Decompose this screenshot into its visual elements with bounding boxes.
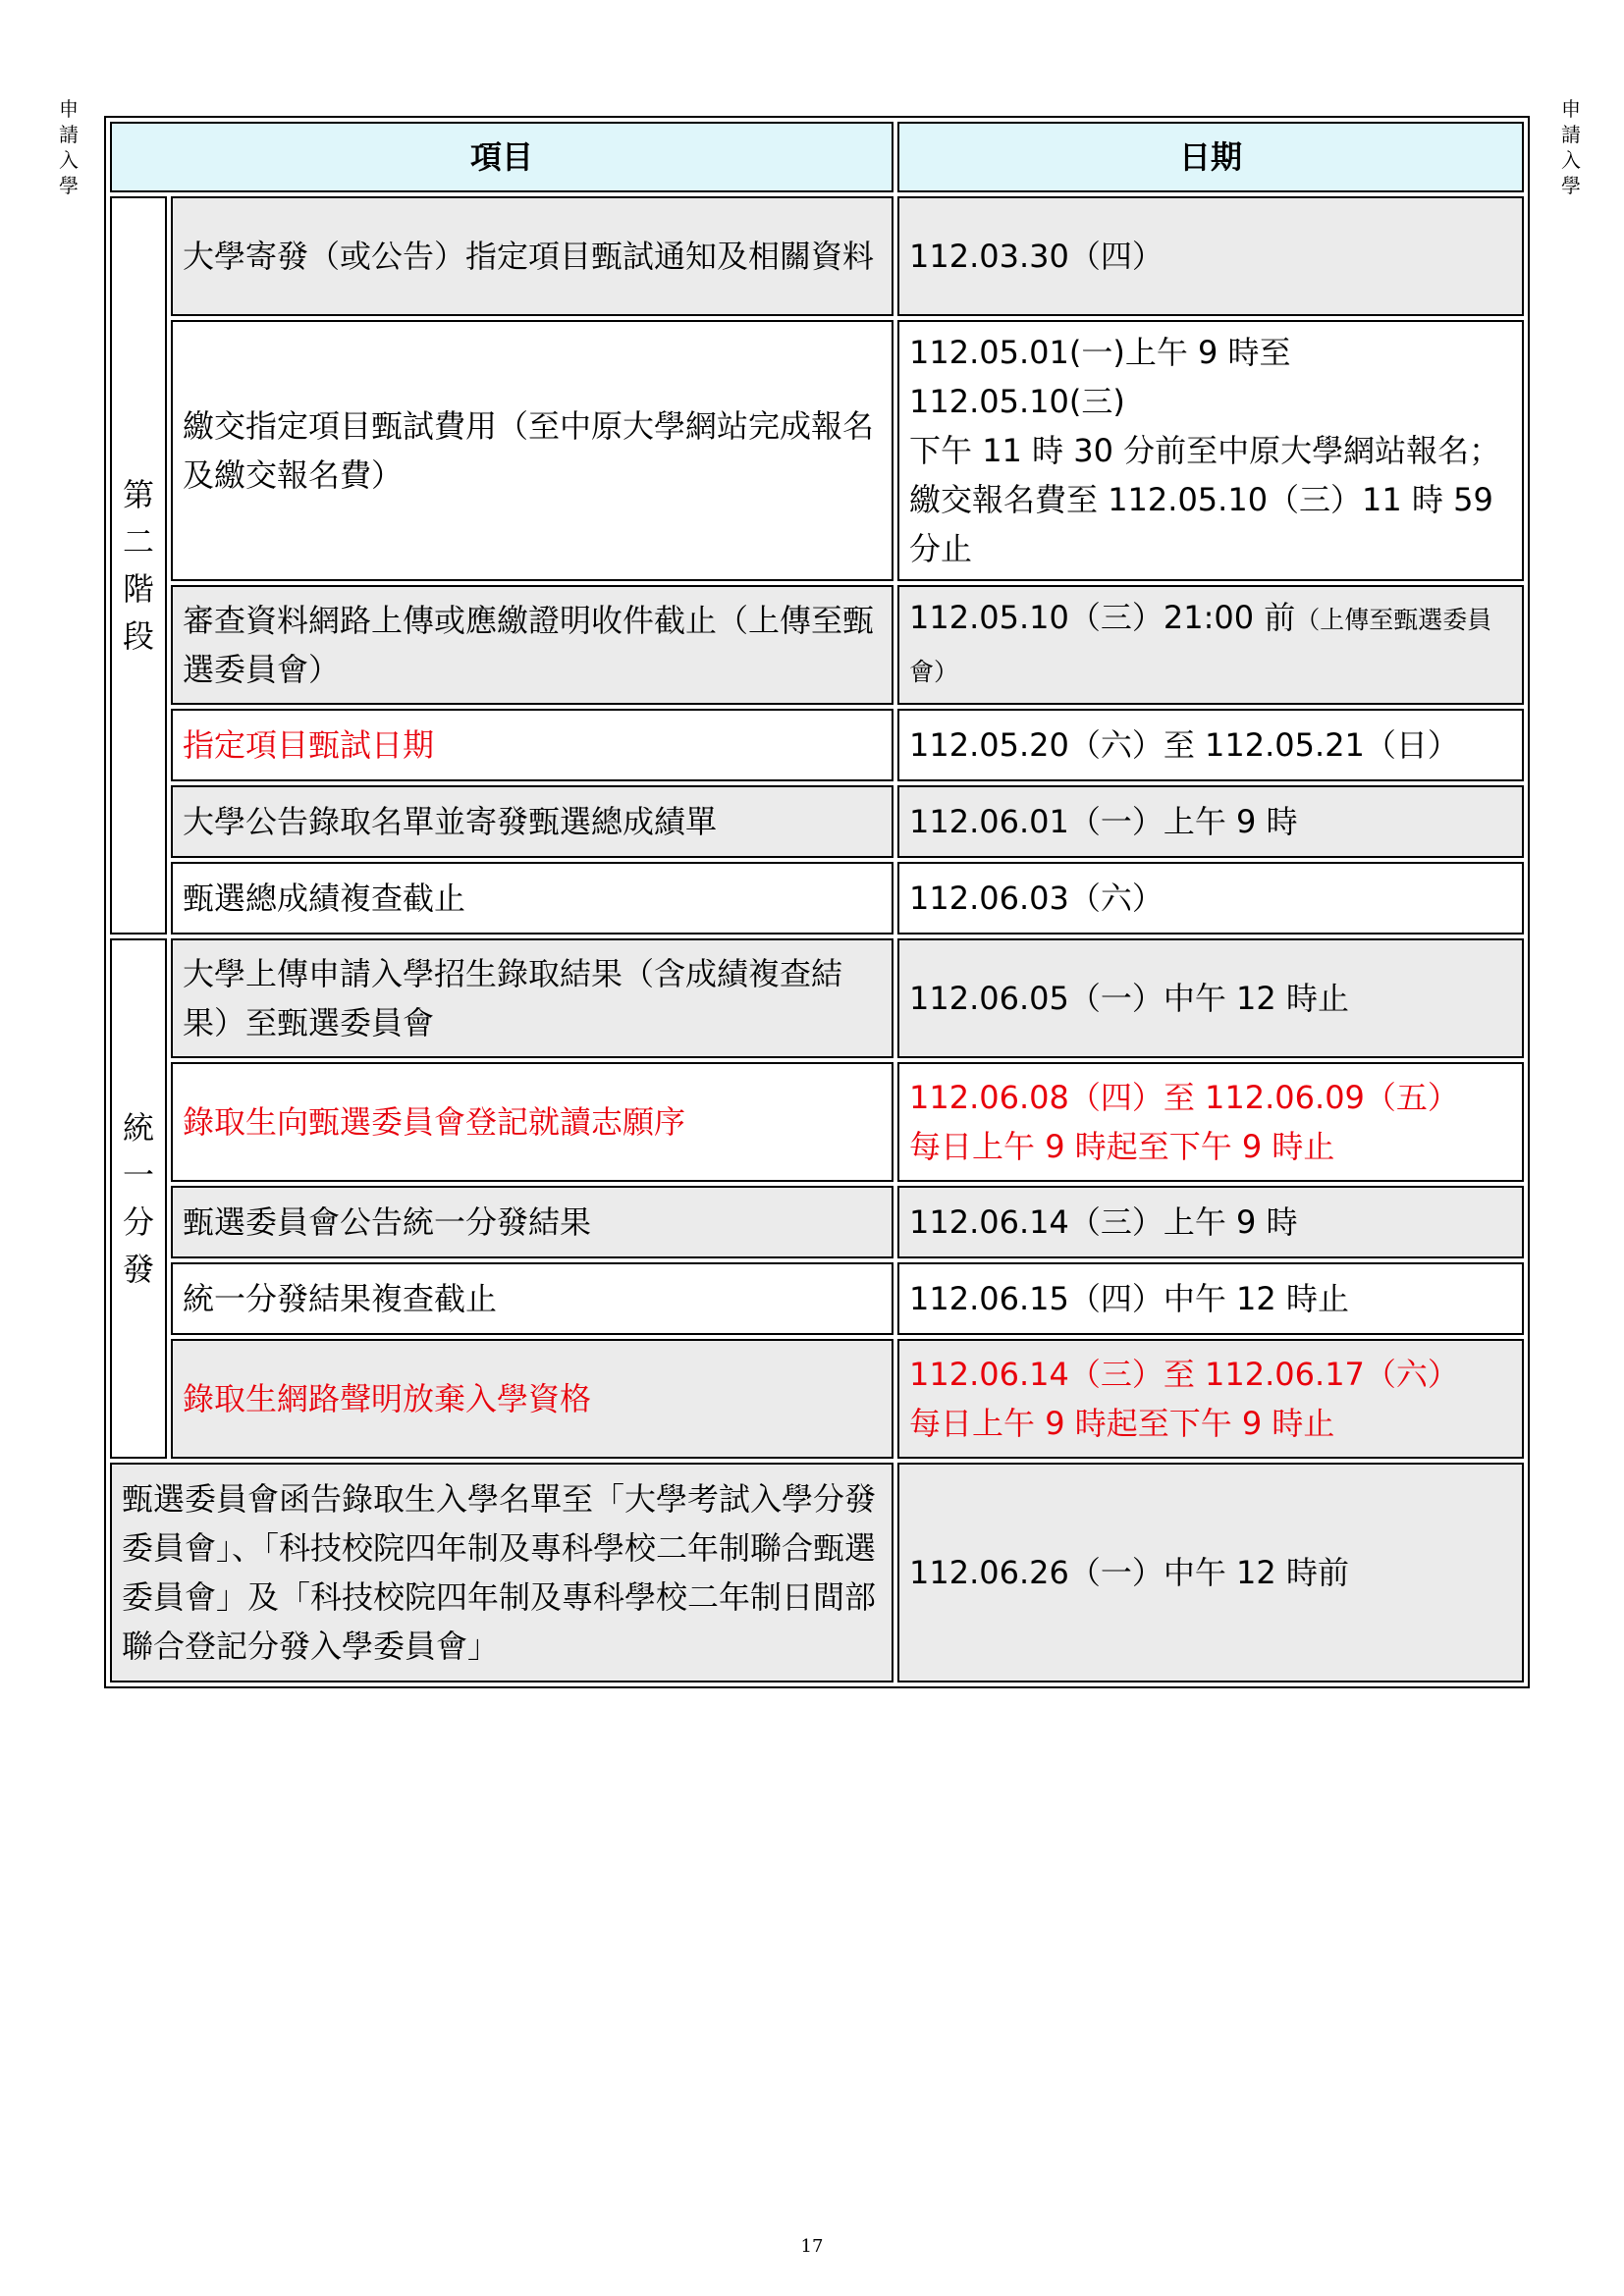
side-label-right: 申 請 入 學 [1561,97,1581,197]
date-cell: 112.06.08（四）至 112.06.09（五） 每日上午 9 時起至下午 9 時止 [897,1062,1524,1182]
date-cell: 112.06.14（三）至 112.06.17（六） 每日上午 9 時起至下午 9 時止 [897,1339,1524,1459]
table-header-row [110,122,1524,192]
table-row [110,1262,1524,1335]
page-number: 17 [800,2236,824,2257]
table-row [110,1186,1524,1258]
table-row [110,585,1524,705]
item-cell: 甄選委員會函告錄取生入學名單至「大學考試入學分發委員會」、「科技校院四年制及專科學校二年制聯合甄選委員會」及「科技校院四年制及專科學校二年制日間部聯合登記分發入學委員會」 [110,1463,893,1682]
date-cell: 112.06.15（四）中午 12 時止 [897,1262,1524,1335]
item-cell: 大學寄發（或公告）指定項目甄試通知及相關資料 [171,196,893,316]
date-cell: 112.03.30（四） [897,196,1524,316]
phase-stage2-label: 第 二 階 段 [110,196,167,934]
table-row [110,196,1524,316]
date-cell: 112.06.26（一）中午 12 時前 [897,1463,1524,1682]
schedule-table [104,116,1530,1688]
item-cell: 審查資料網路上傳或應繳證明收件截止（上傳至甄選委員會） [171,585,893,705]
date-cell: 112.05.10（三）21:00 前（上傳至甄選委員會） [897,585,1524,705]
table-row [110,785,1524,858]
phase-distribution-label: 統 一 分 發 [110,938,167,1459]
table-row [110,709,1524,781]
date-cell: 112.06.14（三）上午 9 時 [897,1186,1524,1258]
table-row [110,1339,1524,1459]
date-cell: 112.06.03（六） [897,862,1524,934]
header-item: 項目 [110,122,893,192]
header-date: 日期 [897,122,1524,192]
item-cell: 大學公告錄取名單並寄發甄選總成績單 [171,785,893,858]
side-label-left: 申 請 入 學 [59,97,79,197]
table-row [110,938,1524,1058]
item-cell: 錄取生向甄選委員會登記就讀志願序 [171,1062,893,1182]
item-cell: 統一分發結果複查截止 [171,1262,893,1335]
item-cell: 指定項目甄試日期 [171,709,893,781]
table-row [110,320,1524,581]
item-cell: 甄選總成績複查截止 [171,862,893,934]
date-cell: 112.05.20（六）至 112.05.21（日） [897,709,1524,781]
item-cell: 繳交指定項目甄試費用（至中原大學網站完成報名及繳交報名費） [171,320,893,581]
table-row [110,862,1524,934]
item-cell: 錄取生網路聲明放棄入學資格 [171,1339,893,1459]
table-row [110,1463,1524,1682]
date-cell: 112.05.01(一)上午 9 時至 112.05.10(三) 下午 11 時 30 分前至中原大學網站報名； 繳交報名費至 112.05.10（三）11 時 59 分止 [897,320,1524,581]
item-cell: 大學上傳申請入學招生錄取結果（含成績複查結果）至甄選委員會 [171,938,893,1058]
date-cell: 112.06.01（一）上午 9 時 [897,785,1524,858]
item-cell: 甄選委員會公告統一分發結果 [171,1186,893,1258]
date-cell: 112.06.05（一）中午 12 時止 [897,938,1524,1058]
table-row [110,1062,1524,1182]
